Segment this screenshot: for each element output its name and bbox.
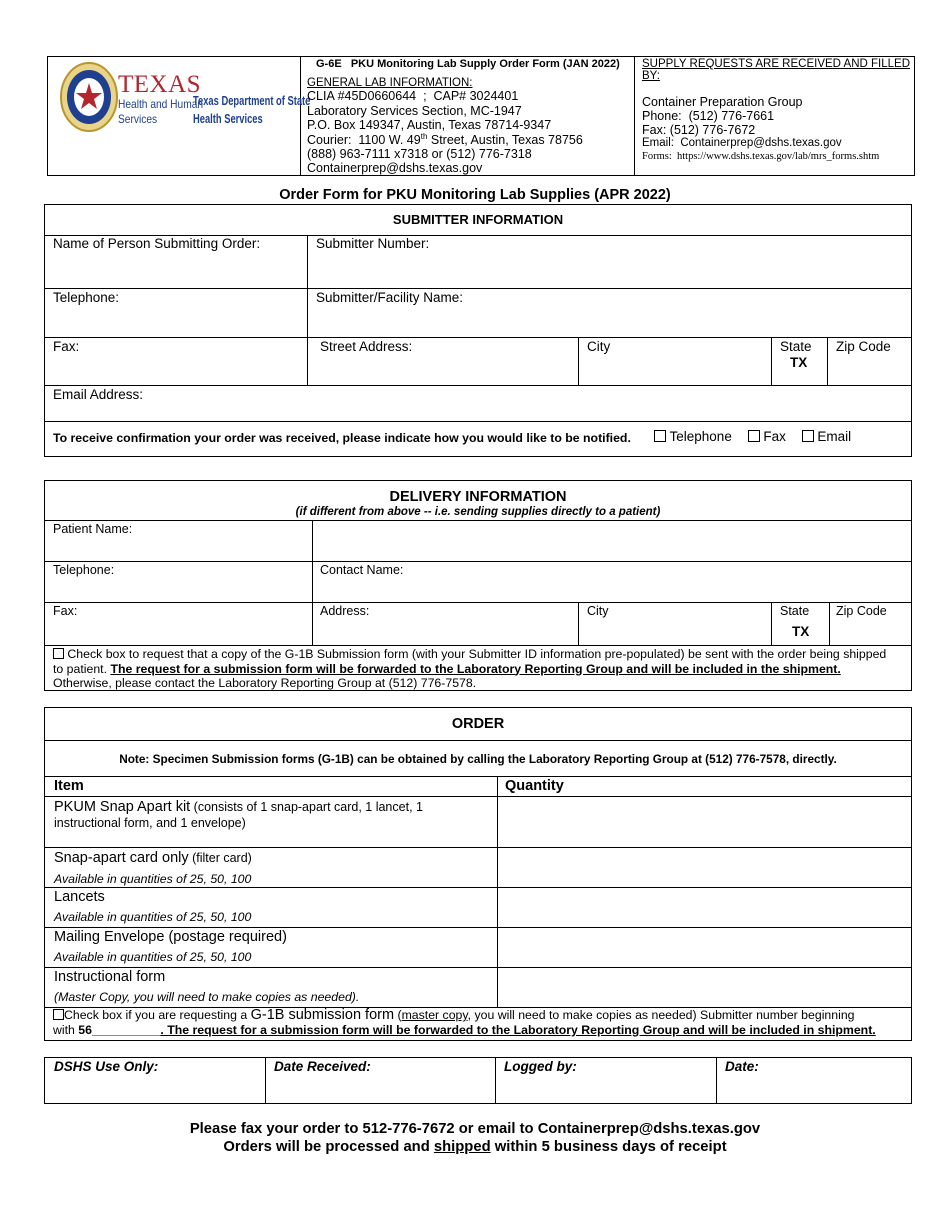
quantity-instructional-field[interactable] <box>499 969 909 1006</box>
item-row-kit <box>54 798 494 830</box>
item-name: Mailing Envelope (postage required) <box>54 929 287 945</box>
notify-options <box>654 429 851 444</box>
item-availability: Available in quantities of 25, 50, 100 <box>54 872 252 886</box>
page-title: Order Form for PKU Monitoring Lab Supplies (APR 2022) <box>279 187 671 203</box>
supply-forms-url: Forms: https://www.dshs.texas.gov/lab/mrs_forms.shtm <box>642 151 880 162</box>
general-line-1: CLIA #45D0660644 ; CAP# 3024401 <box>307 89 519 103</box>
supply-group: Container Preparation Group <box>642 95 803 109</box>
quantity-kit-field[interactable] <box>499 798 909 846</box>
delivery-copy-text-2: to patient. <box>53 661 111 676</box>
supply-heading-1: SUPPLY REQUESTS ARE RECEIVED AND FILLED <box>642 58 910 70</box>
item-desc-2: instructional form, and 1 envelope) <box>54 816 246 830</box>
logo-hhs-line1: Health and Human <box>118 97 204 111</box>
quantity-card-field[interactable] <box>499 849 909 886</box>
notify-fax-checkbox[interactable] <box>748 430 760 442</box>
submitter-name-field[interactable] <box>47 255 305 287</box>
item-availability: Available in quantities of 25, 50, 100 <box>54 910 252 924</box>
footer-fax-email: Please fax your order to 512-776-7672 or email to Containerprep@dshs.texas.gov <box>189 1121 761 1137</box>
submitter-state-label: State <box>780 339 812 354</box>
delivery-fax-label: Fax: <box>53 604 78 618</box>
col-item-header: Item <box>54 778 84 794</box>
submitter-city-field[interactable] <box>580 357 770 383</box>
item-desc: (filter card) <box>188 851 252 865</box>
courier-line <box>307 132 583 147</box>
delivery-heading: DELIVERY INFORMATION <box>389 489 567 505</box>
courier-prefix: Courier: 1100 W. 49 <box>307 133 421 148</box>
delivery-address-label: Address: <box>320 604 370 618</box>
item-name: Snap-apart card only <box>54 850 189 866</box>
g1b-request-checkbox[interactable] <box>53 1009 64 1020</box>
g1b-submitter-blank[interactable]: __________ <box>91 1023 161 1037</box>
delivery-state-label: State <box>780 604 810 618</box>
delivery-patient-field[interactable] <box>314 522 910 560</box>
submitter-street-field[interactable] <box>309 357 577 383</box>
submitter-number-field[interactable] <box>309 255 909 287</box>
item-availability: Available in quantities of 25, 50, 100 <box>54 950 252 964</box>
quantity-lancets-field[interactable] <box>499 889 909 926</box>
g1b-with: with <box>53 1023 79 1037</box>
delivery-copy-text-1: Check box to request that a copy of the G-1B Submission form (with your Submitter ID information pre-populated) be sent with the order being shipped <box>64 647 887 661</box>
order-section <box>44 707 912 1041</box>
order-note: Note: Specimen Submission forms (G-1B) can be obtained by calling the Laboratory Reporting Group at (512) 776-7578, directly. <box>119 752 837 766</box>
item-row-instructional <box>54 969 494 1004</box>
g1b-master-copy: master copy <box>401 1008 468 1022</box>
notify-telephone-label: Telephone <box>669 429 732 444</box>
submitter-number-label: Submitter Number: <box>316 236 430 251</box>
general-phone-line: (888) 963-7111 x7318 or (512) 776-7318 <box>307 147 532 161</box>
item-availability: (Master Copy, you will need to make copies as needed). <box>54 990 360 1004</box>
delivery-subheading: (if different from above -- i.e. sending supplies directly to a patient) <box>295 506 661 518</box>
delivery-city-label: City <box>587 604 609 618</box>
supply-phone: Phone: (512) 776-7661 <box>642 109 775 123</box>
submitter-telephone-label: Telephone: <box>53 290 120 305</box>
delivery-zip-field[interactable] <box>831 620 911 644</box>
delivery-telephone-field[interactable] <box>47 579 310 601</box>
item-row-lancets <box>54 889 494 924</box>
logo-texas-text: TEXAS <box>118 71 202 98</box>
submitter-email-field[interactable] <box>175 387 909 419</box>
supply-email: Email: Containerprep@dshs.texas.gov <box>642 137 842 149</box>
logo-dshs-line2: Health Services <box>193 111 263 126</box>
delivery-contact-label: Contact Name: <box>320 563 404 577</box>
quantity-envelope-field[interactable] <box>499 929 909 966</box>
submitter-facility-field[interactable] <box>309 308 909 336</box>
delivery-copy-text-3: Otherwise, please contact the Laboratory Reporting Group at (512) 776-7578. <box>53 676 477 690</box>
delivery-address-field[interactable] <box>314 620 577 644</box>
delivery-zip-label: Zip Code <box>836 604 887 618</box>
submitter-heading: SUBMITTER INFORMATION <box>392 212 564 227</box>
general-email-line: Containerprep@dshs.texas.gov <box>307 161 483 175</box>
supply-heading-2: BY: <box>642 70 660 82</box>
submitter-name-label: Name of Person Submitting Order: <box>53 236 261 251</box>
notify-fax-label: Fax <box>763 429 786 444</box>
date-received-label: Date Received: <box>274 1059 371 1074</box>
courier-sup: th <box>420 132 428 141</box>
footer-shipped: shipped <box>433 1139 491 1155</box>
delivery-section <box>44 480 912 691</box>
footer-processing-pre: Orders will be processed and <box>223 1139 434 1155</box>
footer-processing-post: within 5 business days of receipt <box>490 1139 727 1155</box>
dshs-use-only-table <box>44 1057 912 1104</box>
header-table <box>47 56 915 176</box>
submitter-section <box>44 204 912 457</box>
delivery-copy-request <box>53 647 886 691</box>
item-row-envelope <box>54 929 494 964</box>
texas-hhs-seal-logo <box>59 61 119 133</box>
submitter-fax-field[interactable] <box>47 357 305 383</box>
delivery-copy-checkbox[interactable] <box>53 648 64 659</box>
delivery-telephone-label: Telephone: <box>53 563 115 577</box>
notify-text: To receive confirmation your order was received, please indicate how you would like to be notified. <box>53 431 631 445</box>
g1b-text-after: , you will need to make copies as needed) Submitter number beginning <box>467 1008 855 1022</box>
submitter-fax-label: Fax: <box>53 339 80 354</box>
notify-telephone-checkbox[interactable] <box>654 430 666 442</box>
footer-processing <box>0 1139 950 1155</box>
delivery-city-field[interactable] <box>580 620 770 644</box>
submitter-telephone-field[interactable] <box>47 308 305 336</box>
date-label: Date: <box>725 1059 759 1074</box>
g1b-paren: ( <box>394 1008 402 1022</box>
item-desc: (consists of 1 snap-apart card, 1 lancet, 1 <box>190 800 423 814</box>
submitter-email-label: Email Address: <box>53 387 144 402</box>
g1b-request <box>53 1008 876 1038</box>
submitter-zip-label: Zip Code <box>836 339 891 354</box>
submitter-city-label: City <box>587 339 611 354</box>
supply-fax: Fax: (512) 776-7672 <box>642 123 756 137</box>
col-quantity-header: Quantity <box>505 778 564 794</box>
general-line-3: P.O. Box 149347, Austin, Texas 78714-9347 <box>307 118 552 132</box>
notify-email-checkbox[interactable] <box>802 430 814 442</box>
delivery-patient-label: Patient Name: <box>53 522 133 536</box>
logo-dshs-line1: Texas Department of State <box>193 93 311 108</box>
g1b-text-pre: Check box if you are requesting a <box>64 1008 251 1022</box>
submitter-state-value: TX <box>790 355 808 370</box>
item-name: Lancets <box>54 889 105 905</box>
delivery-contact-field[interactable] <box>314 579 910 601</box>
order-heading: ORDER <box>451 716 505 732</box>
delivery-state-value: TX <box>792 624 810 639</box>
g1b-bold-text: . The request for a submission form will be forwarded to the Laboratory Reporting Group and will be included in shipment. <box>160 1023 876 1037</box>
g1b-submitter-prefix: 56 <box>78 1023 92 1037</box>
item-name: Instructional form <box>54 969 166 985</box>
delivery-fax-field[interactable] <box>47 620 310 644</box>
dshs-use-only-label: DSHS Use Only: <box>54 1059 159 1074</box>
submitter-facility-label: Submitter/Facility Name: <box>316 290 464 305</box>
courier-suffix: Street, Austin, Texas 78756 <box>427 133 583 148</box>
submitter-zip-field[interactable] <box>829 357 909 383</box>
logo-hhs-line2: Services <box>118 112 158 126</box>
submitter-street-label: Street Address: <box>320 339 413 354</box>
general-line-2: Laboratory Services Section, MC-1947 <box>307 104 522 118</box>
g1b-form-text: G-1B submission form <box>250 1007 395 1023</box>
general-lab-heading: GENERAL LAB INFORMATION: <box>307 77 473 89</box>
delivery-copy-text-bold: The request for a submission form will be forwarded to the Laboratory Reporting Group and will be included in the shipment. <box>110 661 841 676</box>
item-name: PKUM Snap Apart kit <box>54 799 191 815</box>
logged-by-label: Logged by: <box>504 1059 577 1074</box>
item-row-card <box>54 849 494 886</box>
notify-email-label: Email <box>817 429 852 444</box>
form-code-title: G-6E PKU Monitoring Lab Supply Order Form (JAN 2022) <box>316 58 620 70</box>
